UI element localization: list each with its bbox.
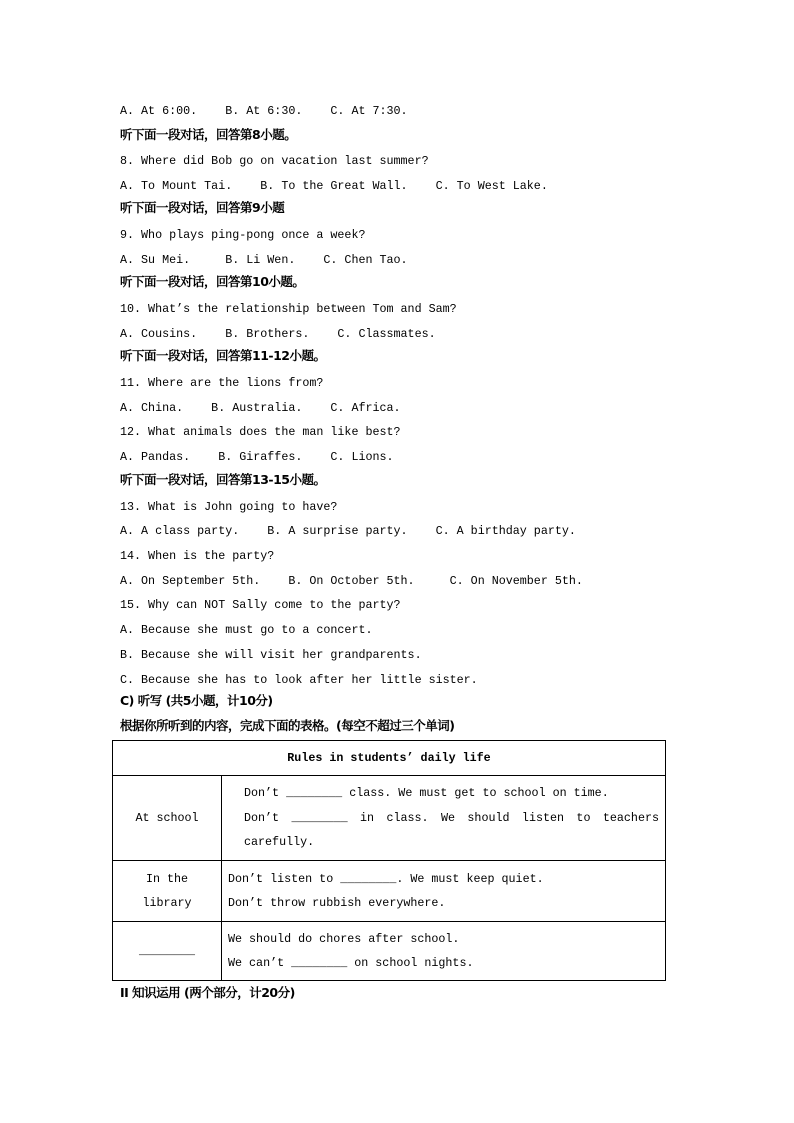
rule-line: Don’t throw rubbish everywhere. [228, 896, 446, 910]
section-heading: 根据你所听到的内容，完成下面的表格。(每空不超过三个单词) [120, 718, 455, 733]
section-heading: 听下面一段对话，回答第8小题。 [120, 127, 297, 142]
answer-options: A. Because she must go to a concert. [120, 623, 373, 637]
table-title: Rules in students’ daily life [113, 741, 666, 776]
rule-line: We should do chores after school. [228, 931, 460, 946]
answer-options: A. Pandas. B. Giraffes. C. Lions. [120, 450, 394, 464]
rule-line: Don’t listen to ________. We must keep quiet. [228, 871, 544, 886]
answer-options: A. China. B. Australia. C. Africa. [120, 401, 401, 415]
section-heading: 听下面一段对话，回答第11-12小题。 [120, 348, 326, 363]
section-heading: II 知识运用 (两个部分，计20分) [120, 985, 295, 1000]
answer-options: A. A class party. B. A surprise party. C. A birthday party. [120, 524, 576, 538]
dictation-table [112, 740, 666, 981]
question: 15. Why can NOT Sally come to the party? [120, 598, 401, 612]
table-row [113, 922, 666, 981]
row-label: In the library [142, 871, 192, 910]
section-heading: 听下面一段对话，回答第9小题 [120, 200, 285, 215]
rule-line: We can’t ________ on school nights. [228, 956, 474, 970]
table-row [113, 776, 666, 861]
rule-line: Don’t ________ class. We must get to school on time. [244, 786, 609, 801]
question: 13. What is John going to have? [120, 500, 338, 514]
row-label: At school [113, 776, 222, 861]
row-label-blank: ________ [113, 922, 222, 981]
answer-options: A. To Mount Tai. B. To the Great Wall. C. To West Lake. [120, 179, 548, 193]
question: 9. Who plays ping-pong once a week? [120, 228, 366, 242]
rule-line: Don’t ________ in class. We should listen to teachers carefully. [244, 810, 659, 850]
question: 11. Where are the lions from? [120, 376, 324, 390]
answer-options: A. On September 5th. B. On October 5th. C. On November 5th. [120, 574, 583, 588]
answer-options: A. Su Mei. B. Li Wen. C. Chen Tao. [120, 253, 408, 267]
section-heading: 听下面一段对话，回答第13-15小题。 [120, 472, 326, 487]
answer-options: A. At 6:00. B. At 6:30. C. At 7:30. [120, 104, 408, 118]
table-row [113, 861, 666, 922]
section-heading: 听下面一段对话，回答第10小题。 [120, 274, 305, 289]
answer-options: A. Cousins. B. Brothers. C. Classmates. [120, 327, 436, 341]
question: 8. Where did Bob go on vacation last summer? [120, 154, 429, 168]
question: 12. What animals does the man like best? [120, 425, 401, 439]
section-heading: C) 听写 (共5小题，计10分) [120, 693, 273, 708]
question: 14. When is the party? [120, 549, 275, 563]
question: 10. What’s the relationship between Tom and Sam? [120, 302, 457, 316]
answer-options: B. Because she will visit her grandparents. [120, 648, 422, 662]
answer-options: C. Because she has to look after her little sister. [120, 673, 478, 687]
